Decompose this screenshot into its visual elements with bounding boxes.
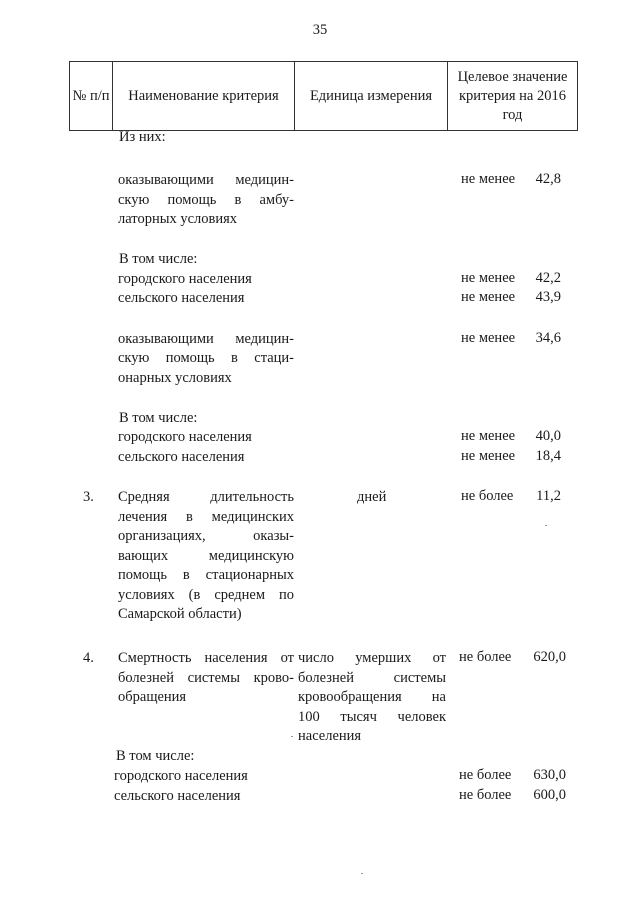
inpatient-line-2: скую помощь в стаци- — [118, 350, 294, 366]
row-3-qualifier: не более — [461, 488, 514, 504]
row-3-unit: дней — [357, 489, 387, 505]
row-4-urban-qualifier: не более — [459, 767, 512, 783]
row-3-number: 3. — [83, 489, 94, 505]
table-header — [69, 61, 578, 131]
of-them-label: Из них: — [119, 129, 166, 145]
header-unit: Единица измерения — [295, 62, 448, 131]
header-target-value: Целевое значение критерия на 2016 год — [448, 62, 578, 131]
ambulatory-rural-label: сельского населения — [118, 290, 245, 306]
inpatient-rural-label: сельского населения — [118, 449, 245, 465]
row-4-unit-line: болезней системы — [298, 670, 446, 686]
inpatient-urban-label: городского населения — [118, 429, 252, 445]
row-3-name-line: вающих медицинскую — [118, 548, 294, 564]
ambulatory-line-1: оказывающими медицин- — [118, 172, 294, 188]
row-3-value: 11,2 — [536, 488, 561, 504]
row-4-rural-label: сельского населения — [114, 788, 241, 804]
row-3-name-line: условиях (в среднем по — [118, 587, 294, 603]
ambulatory-urban-qualifier: не менее — [461, 270, 516, 286]
scan-speck — [545, 525, 547, 526]
header-criterion-name: Наименование критерия — [113, 62, 295, 131]
row-4-name-line: обращения — [118, 689, 187, 705]
row-3-name-line: помощь в стационарных — [118, 567, 294, 583]
ambulatory-qualifier: не менее — [461, 171, 516, 187]
scan-speck — [361, 873, 363, 874]
inpatient-urban-value: 40,0 — [535, 428, 561, 444]
row-4-unit-line: число умерших от — [298, 650, 446, 666]
ambulatory-urban-value: 42,2 — [535, 270, 561, 286]
row-4-urban-value: 630,0 — [533, 767, 566, 783]
row-4-qualifier: не более — [459, 649, 512, 665]
row-3-name-line: лечения в медицинских — [118, 509, 294, 525]
row-3-name-line: Самарской области) — [118, 606, 242, 622]
ambulatory-rural-value: 43,9 — [535, 289, 561, 305]
inpatient-qualifier: не менее — [461, 330, 516, 346]
ambulatory-urban-label: городского населения — [118, 271, 252, 287]
row-3-name-line: Средняя длительность — [118, 489, 294, 505]
row-4-urban-label: городского населения — [114, 768, 248, 784]
row-4-unit-line: кровообращения на — [298, 689, 446, 705]
ambulatory-rural-qualifier: не менее — [461, 289, 516, 305]
ambulatory-value: 42,8 — [535, 171, 561, 187]
inpatient-rural-value: 18,4 — [535, 448, 561, 464]
header-number: № п/п — [70, 62, 113, 131]
row-4-name-line: болезней системы крово- — [118, 670, 294, 686]
row-4-number: 4. — [83, 650, 94, 666]
scan-speck — [291, 736, 293, 737]
ambulatory-line-2: скую помощь в амбу- — [118, 192, 294, 208]
inpatient-line-3: онарных условиях — [118, 370, 232, 386]
row-4-rural-value: 600,0 — [533, 787, 566, 803]
row-4-including-label: В том числе: — [116, 748, 195, 764]
row-3-name-line: организациях, оказы- — [118, 528, 294, 544]
inpatient-value: 34,6 — [535, 330, 561, 346]
row-4-rural-qualifier: не более — [459, 787, 512, 803]
ambulatory-including-label: В том числе: — [119, 251, 198, 267]
row-4-unit-line: 100 тысяч человек — [298, 709, 446, 725]
inpatient-line-1: оказывающими медицин- — [118, 331, 294, 347]
inpatient-rural-qualifier: не менее — [461, 448, 516, 464]
row-4-name-line: Смертность населения от — [118, 650, 294, 666]
row-4-unit-line: населения — [298, 728, 362, 744]
inpatient-including-label: В том числе: — [119, 410, 198, 426]
row-4-value: 620,0 — [533, 649, 566, 665]
inpatient-urban-qualifier: не менее — [461, 428, 516, 444]
ambulatory-line-3: латорных условиях — [118, 211, 238, 227]
page-number: 35 — [312, 22, 328, 38]
